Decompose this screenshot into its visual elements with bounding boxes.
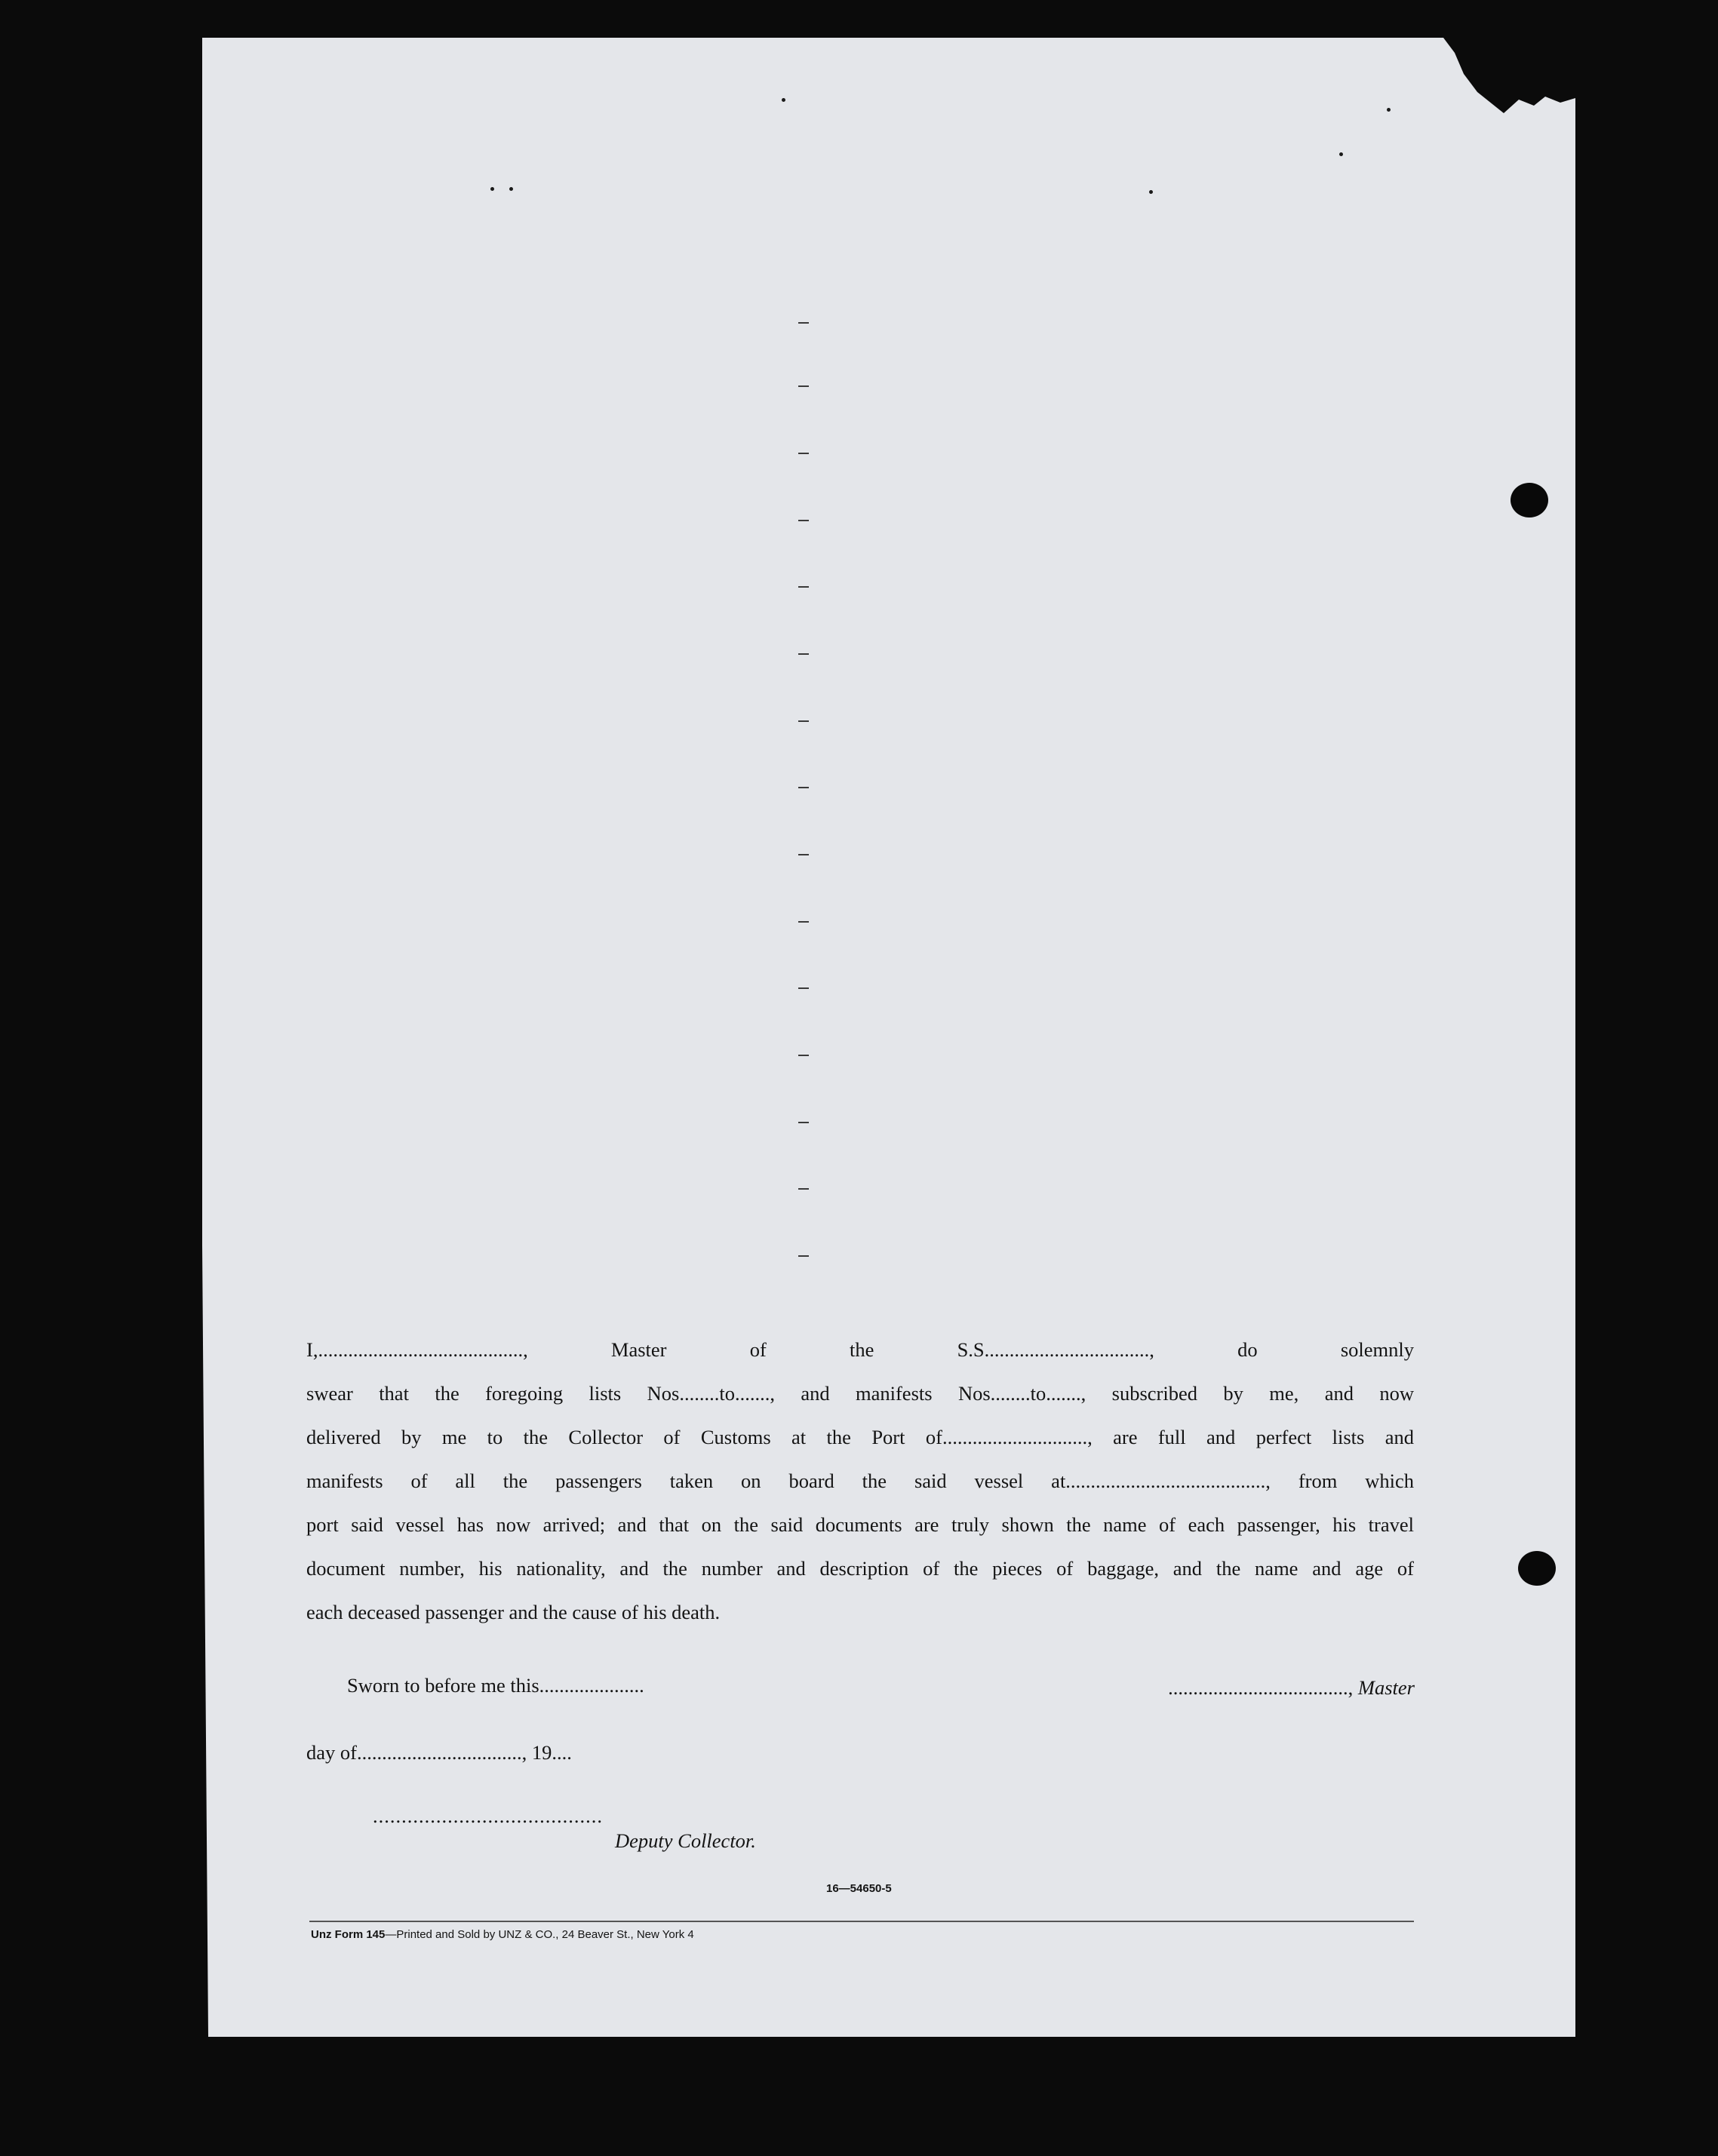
speck: [509, 187, 513, 191]
column-tick: [798, 987, 809, 989]
document-page: [202, 38, 1575, 2037]
speck: [490, 187, 494, 191]
column-tick: [798, 921, 809, 923]
deputy-collector-label: Deputy Collector.: [615, 1829, 756, 1852]
master-signature-dots: ....................................,: [1168, 1676, 1358, 1699]
footer-rule: [309, 1921, 1414, 1922]
oath-line: swear that the foregoing lists Nos........to......., and manifests Nos........to......., subscribed by me, and now: [306, 1382, 1414, 1405]
oath-line: each deceased passenger and the cause of his death.: [306, 1601, 721, 1623]
oath-line: document number, his nationality, and the number and description of the pieces of baggage, and the name and age of: [306, 1557, 1414, 1580]
column-tick: [798, 1122, 809, 1123]
printer-text: —Printed and Sold by UNZ & CO., 24 Beaver St., New York 4: [385, 1928, 694, 1941]
punch-hole-lower: [1518, 1551, 1556, 1586]
column-tick: [798, 720, 809, 722]
oath-line: I,........................................., Master of the S.S................................., do solemnly: [306, 1338, 1414, 1361]
day-of-line: day of................................., 19....: [306, 1741, 572, 1764]
column-tick: [798, 520, 809, 521]
punch-hole-upper: [1511, 483, 1548, 518]
oath-line: delivered by me to the Collector of Customs at the Port of............................., are full and perfect lists and: [306, 1426, 1414, 1448]
column-tick: [798, 653, 809, 655]
oath-paragraph: [306, 1328, 1414, 1634]
column-tick: [798, 1255, 809, 1257]
column-tick: [798, 1055, 809, 1056]
column-tick: [798, 854, 809, 855]
speck: [782, 98, 785, 102]
speck: [1339, 152, 1343, 156]
oath-line: port said vessel has now arrived; and that on the said documents are truly shown the name of each passenger, his travel: [306, 1513, 1414, 1536]
printer-form-name: Unz Form 145: [311, 1928, 386, 1941]
column-tick: [798, 385, 809, 387]
sworn-line: Sworn to before me this.....................: [347, 1674, 644, 1697]
master-label: Master: [1357, 1676, 1415, 1699]
column-tick: [798, 586, 809, 588]
speck: [1149, 190, 1153, 194]
speck: [1387, 108, 1391, 112]
printer-imprint: [311, 1928, 694, 1941]
column-tick: [798, 453, 809, 454]
oath-line: manifests of all the passengers taken on board the said vessel at........................................, from which: [306, 1470, 1414, 1492]
deputy-collector-signature-dots: ........................................: [373, 1804, 603, 1827]
column-tick: [798, 322, 809, 324]
column-tick: [798, 1188, 809, 1190]
bleed-through-marks: [202, 38, 1575, 2037]
master-signature-line: [1168, 1676, 1415, 1700]
column-tick: [798, 787, 809, 788]
form-number: 16—54650-5: [826, 1882, 892, 1895]
